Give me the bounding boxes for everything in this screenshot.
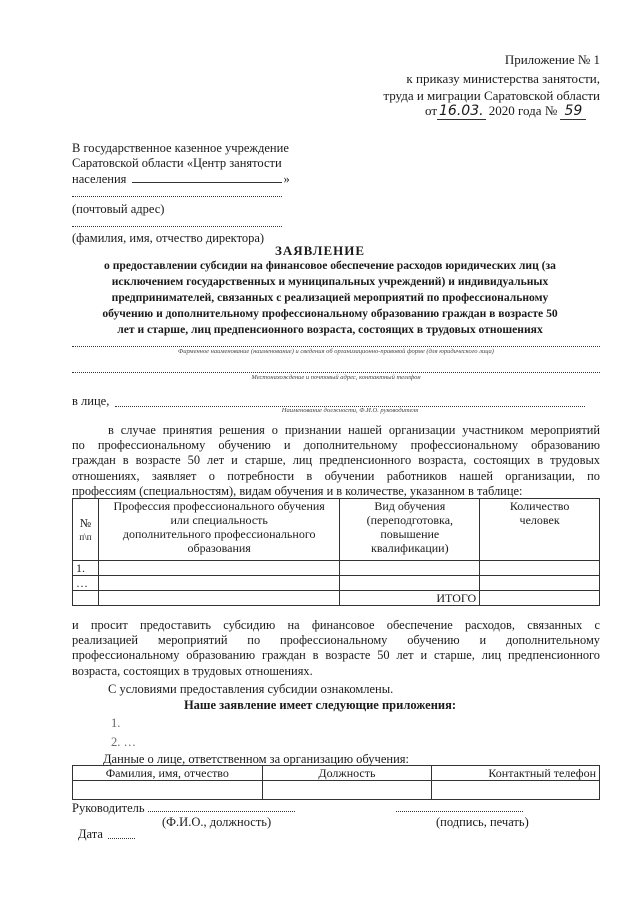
table-row [73, 576, 600, 591]
subject-line: о предоставлении субсидии на финансовое обеспечение расходов юридических лиц (за [104, 259, 556, 272]
phone-cell[interactable] [432, 781, 600, 800]
director-name-field[interactable] [72, 226, 282, 227]
appendix-title: Приложение № 1 [504, 52, 600, 67]
signature-caption: (подпись, печать) [436, 815, 529, 829]
table-total-row [73, 591, 600, 606]
addressee-suffix: » [283, 172, 290, 186]
col-phone-header: Контактный телефон [432, 766, 600, 781]
appendix-ministry: труда и миграции Саратовской области [383, 88, 600, 103]
count-cell[interactable] [480, 576, 600, 591]
training-type-cell[interactable] [340, 561, 480, 576]
paragraph-line: по профессиональному обучению и дополнительному профессиональному образованию [72, 438, 600, 453]
date-prefix: от [425, 103, 438, 118]
table-row [73, 561, 600, 576]
table-row [73, 781, 600, 800]
total-count-cell[interactable] [480, 591, 600, 606]
profession-cell[interactable] [98, 576, 339, 591]
request-paragraph [72, 423, 600, 499]
head-label: Руководитель [72, 801, 145, 815]
date-handwritten: 16.03. [439, 103, 484, 119]
col-profession-header: Профессия профессионального обучения или специальность дополнительного профессионального образования [98, 499, 339, 561]
subject-line: предпринимателей, связанных с реализацией мероприятий по профессиональному [111, 291, 549, 304]
col-training-type-header: Вид обучения (переподготовка, повышение квалификации) [340, 499, 480, 561]
total-label: ИТОГО [340, 591, 480, 606]
postal-address-caption: (почтовый адрес) [72, 202, 165, 216]
training-table [72, 498, 600, 606]
paragraph-line: в случае принятия решения о признании нашей организации участником мероприятий [108, 423, 600, 437]
responsible-table-header [73, 766, 600, 781]
position-cell[interactable] [262, 781, 432, 800]
count-cell[interactable] [480, 561, 600, 576]
row-number: … [73, 576, 99, 591]
paragraph-line: реализацией мероприятий по профессиональному обучению и дополнительному [72, 633, 600, 648]
org-name-field[interactable] [72, 346, 600, 347]
date-label: Дата [78, 827, 103, 841]
paragraph-line: профессиям (специальностям), видам обучения и в количестве, указанном в таблице: [72, 483, 523, 498]
order-number-handwritten: 59 [560, 103, 586, 120]
employment-center-field[interactable] [132, 171, 282, 183]
head-name-field[interactable] [148, 811, 295, 812]
appendix-order-ref: к приказу министерства занятости, [406, 71, 600, 86]
paragraph-line: возраста, состоящих в трудовых отношениях. [72, 663, 313, 678]
training-table-header [73, 499, 600, 561]
col-number-header: № п\п [73, 499, 99, 561]
paragraph-line: отношениях, заявляет о потребности в обучении работников нашей организации, по [72, 468, 600, 483]
col-position-header: Должность [262, 766, 432, 781]
subject-line: обучению и дополнительному профессиональному образованию граждан в возрасте 50 [102, 307, 558, 320]
col-fullname-header: Фамилия, имя, отчество [73, 766, 263, 781]
org-name-caption: Фирменное наименование (наименование) и сведения об организационно-правовой форме (для юридического лица) [178, 348, 494, 355]
row-number: 1. [73, 561, 99, 576]
date-year: 2020 года № [488, 103, 558, 118]
responsible-label: Данные о лице, ответственном за организацию обучения: [103, 752, 409, 766]
document-title: ЗАЯВЛЕНИЕ [274, 243, 366, 258]
director-caption: (фамилия, имя, отчество директора) [72, 231, 265, 245]
attachment-item: 2. … [111, 735, 136, 749]
responsible-table [72, 765, 600, 800]
subsidy-paragraph [72, 618, 600, 679]
attachments-title: Наше заявление имеет следующие приложения: [183, 698, 457, 712]
conditions-statement: С условиями предоставления субсидии ознакомлены. [108, 682, 394, 696]
training-type-cell[interactable] [340, 576, 480, 591]
document-subject [60, 258, 600, 338]
representative-caption: Наименование должности, Ф.И.О. руководителя [281, 407, 419, 414]
head-name-caption: (Ф.И.О., должность) [162, 815, 272, 829]
representative-prefix: в лице, [72, 394, 110, 408]
paragraph-line: профессиональному образованию граждан в возрасте 50 лет и старше, лиц предпенсионного [72, 648, 600, 663]
paragraph-line: и просит предоставить субсидию на финансовое обеспечение расходов, связанных с [72, 618, 600, 632]
attachment-item: 1. [111, 716, 121, 730]
subject-line: лет и старше, лиц предпенсионного возраста, состоящих в трудовых отношениях [117, 323, 543, 336]
postal-address-field[interactable] [72, 196, 282, 197]
col-count-header: Количество человек [480, 499, 600, 561]
subject-line: исключением государственных и муниципальных учреждений) и индивидуальных [111, 275, 549, 288]
location-field[interactable] [72, 372, 600, 373]
paragraph-line: граждан в возрасте 50 лет и старше, лиц предпенсионного возраста, состоящих в трудовых [72, 453, 600, 468]
addressee-line1: В государственное казенное учреждение [72, 141, 289, 155]
addressee-line2: Саратовской области «Центр занятости [72, 156, 282, 170]
addressee-line3 [72, 171, 290, 187]
date-field[interactable] [108, 838, 135, 839]
fullname-cell[interactable] [73, 781, 263, 800]
profession-cell[interactable] [98, 561, 339, 576]
location-caption: Местонахождение и почтовый адрес, контактный телефон [251, 374, 421, 381]
addressee-prefix: населения [72, 172, 127, 186]
signature-field[interactable] [396, 811, 523, 812]
appendix-date-line [425, 103, 586, 119]
